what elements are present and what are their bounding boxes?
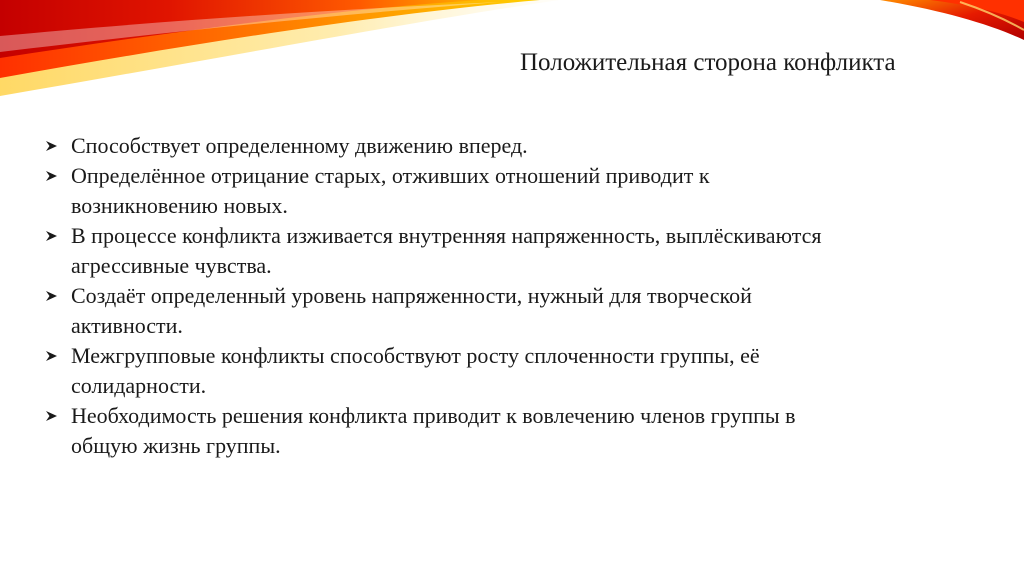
bullet-item bbox=[44, 131, 994, 161]
arrow-bullet-icon bbox=[44, 341, 71, 371]
bullet-text bbox=[71, 131, 994, 161]
bullet-text-line: Способствует определенному движению вперед. bbox=[71, 133, 528, 158]
arrow-bullet-icon bbox=[44, 131, 71, 161]
bullet-text-line: Определённое отрицание старых, отживших отношений приводит к bbox=[71, 163, 710, 188]
bullet-text-line: активности. bbox=[71, 313, 183, 338]
bullet-text bbox=[71, 161, 994, 221]
bullet-text-line: общую жизнь группы. bbox=[71, 433, 281, 458]
arrow-bullet-icon bbox=[44, 281, 71, 311]
bullet-text-line: Создаёт определенный уровень напряженности, нужный для творческой bbox=[71, 283, 752, 308]
bullet-item bbox=[44, 281, 994, 341]
bullet-item bbox=[44, 341, 994, 401]
bullet-text-line: солидарности. bbox=[71, 373, 207, 398]
arrow-bullet-icon bbox=[44, 221, 71, 251]
bullet-text-line: Необходимость решения конфликта приводит к вовлечению членов группы в bbox=[71, 403, 796, 428]
bullet-text-line: В процессе конфликта изживается внутренняя напряженность, выплёскиваются bbox=[71, 223, 822, 248]
bullet-text-line: Межгрупповые конфликты способствуют росту сплоченности группы, её bbox=[71, 343, 760, 368]
bullet-text-line: агрессивные чувства. bbox=[71, 253, 272, 278]
arrow-bullet-icon bbox=[44, 401, 71, 431]
bullet-text bbox=[71, 341, 994, 401]
bullet-item bbox=[44, 401, 994, 461]
bullet-list bbox=[44, 131, 994, 461]
arrow-bullet-icon bbox=[44, 161, 71, 191]
bullet-item bbox=[44, 221, 994, 281]
bullet-text-line: возникновению новых. bbox=[71, 193, 288, 218]
bullet-item bbox=[44, 161, 994, 221]
bullet-text bbox=[71, 281, 994, 341]
slide-title: Положительная сторона конфликта bbox=[520, 49, 896, 76]
bullet-text bbox=[71, 401, 994, 461]
bullet-text bbox=[71, 221, 994, 281]
